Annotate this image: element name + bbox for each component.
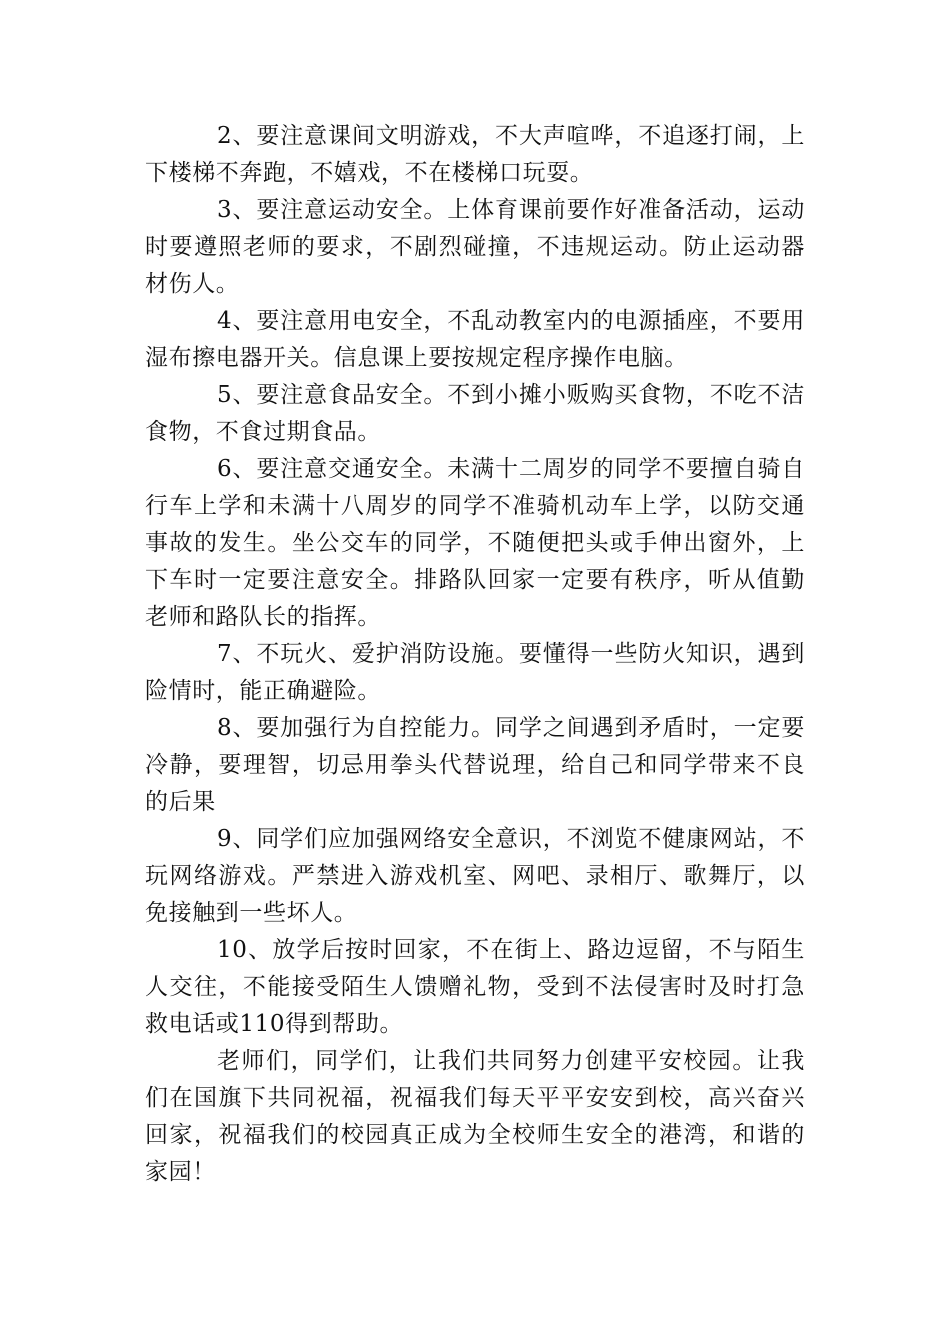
paragraph-item-2: 2、要注意课间文明游戏，不大声喧哗，不追逐打闹，上下楼梯不奔跑，不嬉戏，不在楼梯口玩耍。	[145, 123, 805, 186]
paragraph-item-7: 7、不玩火、爱护消防设施。要懂得一些防火知识，遇到险情时，能正确避险。	[145, 641, 805, 704]
paragraph-item-9: 9、同学们应加强网络安全意识，不浏览不健康网站，不玩网络游戏。严禁进入游戏机室、网吧、录相厅、歌舞厅，以免接触到一些坏人。	[145, 826, 805, 926]
document-body	[145, 118, 805, 1191]
paragraph-item-5: 5、要注意食品安全。不到小摊小贩购买食物，不吃不洁食物，不食过期食品。	[145, 382, 805, 445]
paragraph-item-10: 10、放学后按时回家，不在街上、路边逗留，不与陌生人交往，不能接受陌生人馈赠礼物，受到不法侵害时及时打急救电话或110得到帮助。	[145, 937, 805, 1037]
paragraph-item-6: 6、要注意交通安全。未满十二周岁的同学不要擅自骑自行车上学和未满十八周岁的同学不准骑机动车上学，以防交通事故的发生。坐公交车的同学，不随便把头或手伸出窗外，上下车时一定要注意安全。排路队回家一定要有秩序，听从值勤老师和路队长的指挥。	[145, 456, 805, 630]
paragraph-item-8: 8、要加强行为自控能力。同学之间遇到矛盾时，一定要冷静，要理智，切忌用拳头代替说理，给自己和同学带来不良的后果	[145, 715, 805, 815]
closing-paragraph: 老师们，同学们，让我们共同努力创建平安校园。让我们在国旗下共同祝福，祝福我们每天平平安安到校，高兴奋兴回家，祝福我们的校园真正成为全校师生安全的港湾，和谐的家园！	[145, 1048, 805, 1185]
paragraph-item-4: 4、要注意用电安全，不乱动教室内的电源插座，不要用湿布擦电器开关。信息课上要按规定程序操作电脑。	[145, 308, 805, 371]
paragraph-item-3: 3、要注意运动安全。上体育课前要作好准备活动，运动时要遵照老师的要求，不剧烈碰撞，不违规运动。防止运动器材伤人。	[145, 197, 805, 297]
